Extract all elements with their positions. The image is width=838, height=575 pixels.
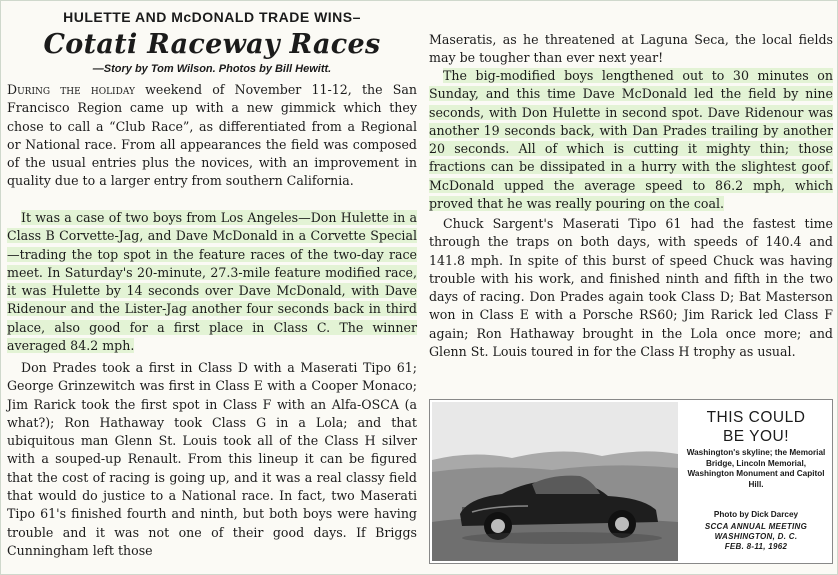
corvette-photo [432,402,678,561]
ad-title [682,408,830,446]
paragraph-sunday-race [429,67,833,213]
highlighted-text: It was a case of two boys from Los Angeles—Don Hulette in a Class B Corvette-Jag, and Dave McDonald in a Corvette Special—trading the top spot in the feature races of the two-day race meet. In Saturday's 20-minute, 27.3-mile feature modified race, it was Hulette by 14 seconds over Dave McDonald, with Dave Ridenour and the Lister-Jag another four seconds back in third place, also good for a first place in Class C. The winner averaged 84.2 mph. [7,210,417,354]
paragraph-intro-text: weekend of November 11-12, the San Francisco Region came up with a new gimmick which they chose to call a “Club Race”, as differentiated from a Regional or National race. From all appearances the field was composed of the usual entries plus the novices, with an improvement in quality due to a larger entry from southern California. [7,82,418,189]
ad-title-line: THIS COULD [706,409,806,426]
scca-meeting-ad [682,402,830,561]
paragraph-maseratis: Maseratis, as he threatened at Laguna Seca, the local fields may be tougher than ever next year! [429,32,833,66]
meeting-line: WASHINGTON, D. C. [714,532,798,541]
paragraph-intro [7,81,417,191]
advertisement-box [429,399,833,564]
article-kicker: HULETTE AND McDONALD TRADE WINS– [63,9,361,25]
photo-credit: Photo by Dick Darcey [713,510,799,519]
meeting-line: SCCA ANNUAL MEETING [704,522,808,531]
ad-description: Washington's skyline; the Memorial Bridge, Lincoln Memorial, Washington Monument and Capitol Hill. [686,448,826,489]
article-byline: —Story by Tom Wilson. Photos by Bill Hewitt. [92,63,332,75]
highlighted-text: The big-modified boys lengthened out to 30 minutes on Sunday, and this time Dave McDonald led the field by nine seconds, with Don Hulette in second spot. Dave Ridenour was another 19 seconds back, with Dan Prades trailing by another 20 seconds. All of which is cutting it mighty thin; those fractions can be dissipated in a hurry with the slightest goof. McDonald upped the average speed to 86.2 mph, which proved that he was really pouring on the coal. [429,68,833,212]
paragraph-class-winners: Don Prades took a first in Class D with a Maserati Tipo 61; George Grinzewitch was first in Class E with a Cooper Monaco; Jim Rarick took the first spot in Class F with an Alfa-OSCA (a what?); Ron Hathaway took Class G in a Lola; and that ubiquitous man Glenn St. Louis took all of the Class H silver with a souped-up Renault. From this lineup it can be figured that the cost of racing is going up, and it was a real classy field that would do justice to a National race. In fact, two Maserati Tipo 61's finished fourth and ninth, but both boys were having trouble and it was not one of their good days. If Briggs Cunningham left those [7,360,417,558]
meeting-info [682,522,830,552]
paragraph-lead-in: During the holiday [7,82,135,97]
paragraph-saturday-race [7,209,417,355]
article-headline: Cotati Raceway Races [43,29,381,60]
paragraph-fastest-time: Chuck Sargent's Maserati Tipo 61 had the fastest time through the traps on both days, with speeds of 140.4 and 141.8 mph. In spite of this burst of speed Chuck was having trouble with his work, and finished ninth and fifth in the two days of racing. Don Prades again took Class D; Bat Masterson won in Class E with a Porsche RS60; Jim Rarick led Class F again; Ron Hathaway brought in the Lola once more; and Glenn St. Louis toured in for the Class H trophy as usual. [429,216,833,360]
ad-title-line: BE YOU! [722,428,790,445]
meeting-line: FEB. 8-11, 1962 [724,542,788,551]
